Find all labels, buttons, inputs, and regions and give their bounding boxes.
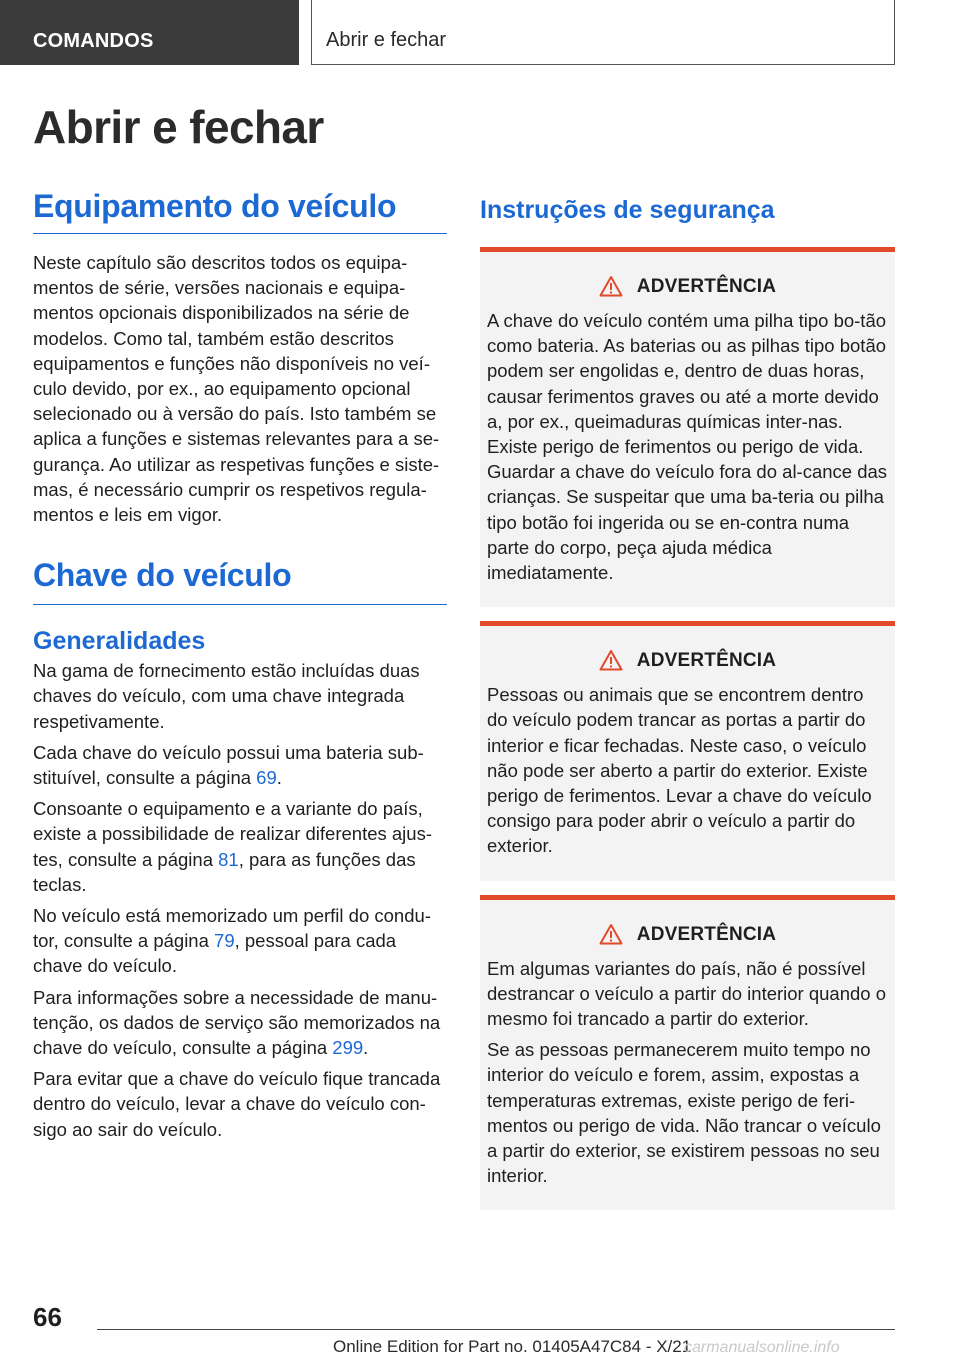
key-paragraph-3 bbox=[33, 796, 447, 897]
right-column bbox=[480, 188, 895, 1210]
key-paragraph-2-text: Cada chave do veículo possui uma bateria sub-stituível, consulte a página bbox=[33, 741, 424, 789]
warning-label: ADVERTÊNCIA bbox=[636, 923, 777, 945]
page-link-69[interactable]: 69 bbox=[256, 767, 277, 789]
key-paragraph-1: Na gama de fornecimento estão incluídas duas chaves do veículo, com uma chave integrada respetivamente. bbox=[33, 660, 420, 732]
warning-box-3 bbox=[480, 895, 895, 1211]
warning-triangle-icon bbox=[599, 923, 623, 945]
vehicle-key-heading: Chave do veículo bbox=[33, 557, 447, 605]
equipment-text: Neste capítulo são descritos todos os equipa-mentos de série, versões nacionais e equipa-mentos opcionais disponibilizados na série de modelos. Como tal, também estão descritos equipamentos e funções não disponíveis no veí-culo devido, por ex., ao equipamento opcional selecionado ou à versão do país. Isto também se aplica a funções e sistemas relevantes para a se-gurança. Ao utilizar as respetivas funções e siste-mas, é necessário cumprir os respetivos regula-mentos e leis em vigor. bbox=[33, 252, 440, 526]
warning-header bbox=[487, 274, 888, 300]
page-link-299[interactable]: 299 bbox=[332, 1037, 364, 1059]
key-paragraph-4-text: No veículo está memorizado um perfil do condu-tor, consulte a página bbox=[33, 905, 431, 952]
key-paragraph-3-text: Consoante o equipamento e a variante do país, existe a possibilidade de realizar diferentes ajus-tes, consulte a página bbox=[33, 798, 432, 870]
equipment-heading: Equipamento do veículo bbox=[33, 188, 447, 234]
warning-triangle-icon bbox=[599, 275, 623, 297]
key-paragraph-4 bbox=[33, 903, 447, 979]
warning-header bbox=[487, 922, 888, 948]
left-column bbox=[33, 188, 447, 1148]
key-paragraph-2-end: . bbox=[276, 767, 282, 789]
warning-label: ADVERTÊNCIA bbox=[636, 276, 777, 297]
key-paragraph-5-text: Para informações sobre a necessidade de manu-tenção, os dados de serviço são memorizados na chave do veículo, consulte a página bbox=[33, 986, 441, 1059]
watermark: carmanualsonline.info bbox=[684, 1339, 840, 1356]
generalities-subheading: Generalidades bbox=[33, 627, 206, 656]
key-paragraph-4-end: , pessoal para cada chave do veículo. bbox=[33, 930, 397, 977]
footer-edition: Online Edition for Part no. 01405A47C84 - X/21 bbox=[333, 1337, 692, 1356]
warning-label: ADVERTÊNCIA bbox=[636, 650, 777, 672]
warning-triangle-icon bbox=[599, 649, 623, 671]
key-paragraph-3-end: , para as funções das teclas. bbox=[33, 848, 416, 895]
page-link-79[interactable]: 79 bbox=[214, 930, 235, 952]
header-chapter-tab bbox=[311, 0, 895, 65]
key-paragraph-5-end: . bbox=[363, 1037, 369, 1059]
footer-divider bbox=[97, 1329, 895, 1330]
key-paragraph-2 bbox=[33, 740, 447, 790]
page-link-81[interactable]: 81 bbox=[218, 848, 239, 870]
header-section-tab bbox=[0, 0, 299, 65]
key-paragraph-6: Para evitar que a chave do veículo fique trancada dentro do veículo, levar a chave do veículo con-sigo ao sair do veículo. bbox=[33, 1068, 441, 1140]
warning-text-2: Se as pessoas permanecerem muito tempo no interior do veículo e forem, assim, expostas a temperaturas extremas, existe perigo de feri-mentos ou perigo de vida. Não trancar o veículo a partir do exterior, se existirem pessoas no seu interior. bbox=[487, 1039, 881, 1187]
key-paragraph-5 bbox=[33, 985, 447, 1061]
header-section-label: COMANDOS bbox=[33, 30, 154, 52]
page-title: Abrir e fechar bbox=[33, 101, 324, 153]
warning-box-1 bbox=[480, 247, 895, 607]
warning-text: Em algumas variantes do país, não é possível destrancar o veículo a partir do interior quando o mesmo foi trancado a partir do exterior. bbox=[487, 957, 887, 1030]
page-number: 66 bbox=[33, 1302, 62, 1332]
safety-instructions-heading: Instruções de segurança bbox=[480, 196, 775, 224]
warning-header bbox=[487, 648, 888, 674]
warning-box-2 bbox=[480, 621, 895, 880]
header-chapter-label: Abrir e fechar bbox=[326, 29, 447, 51]
warning-text: Pessoas ou animais que se encontrem dentro do veículo podem trancar as portas a partir do interior e ficar fechadas. Neste caso, o veículo não pode ser aberto a partir do exterior. Existe perigo de ferimentos. Levar a chave do veículo consigo para poder abrir o veículo a partir do exterior. bbox=[487, 684, 872, 857]
warning-text: A chave do veículo contém uma pilha tipo bo-tão como bateria. As baterias ou as pilhas tipo botão podem ser engolidas e, dentro de duas horas, causar ferimentos graves ou até a morte devido a, por ex., queimaduras químicas inter-nas. Existe perigo de ferimentos ou perigo de vida. Guardar a chave do veículo fora do al-cance das crianças. Se suspeitar que uma ba-teria ou pilha tipo botão foi ingerida ou se en-contra numa parte do corpo, peça ajuda médica imediatamente. bbox=[487, 310, 888, 584]
